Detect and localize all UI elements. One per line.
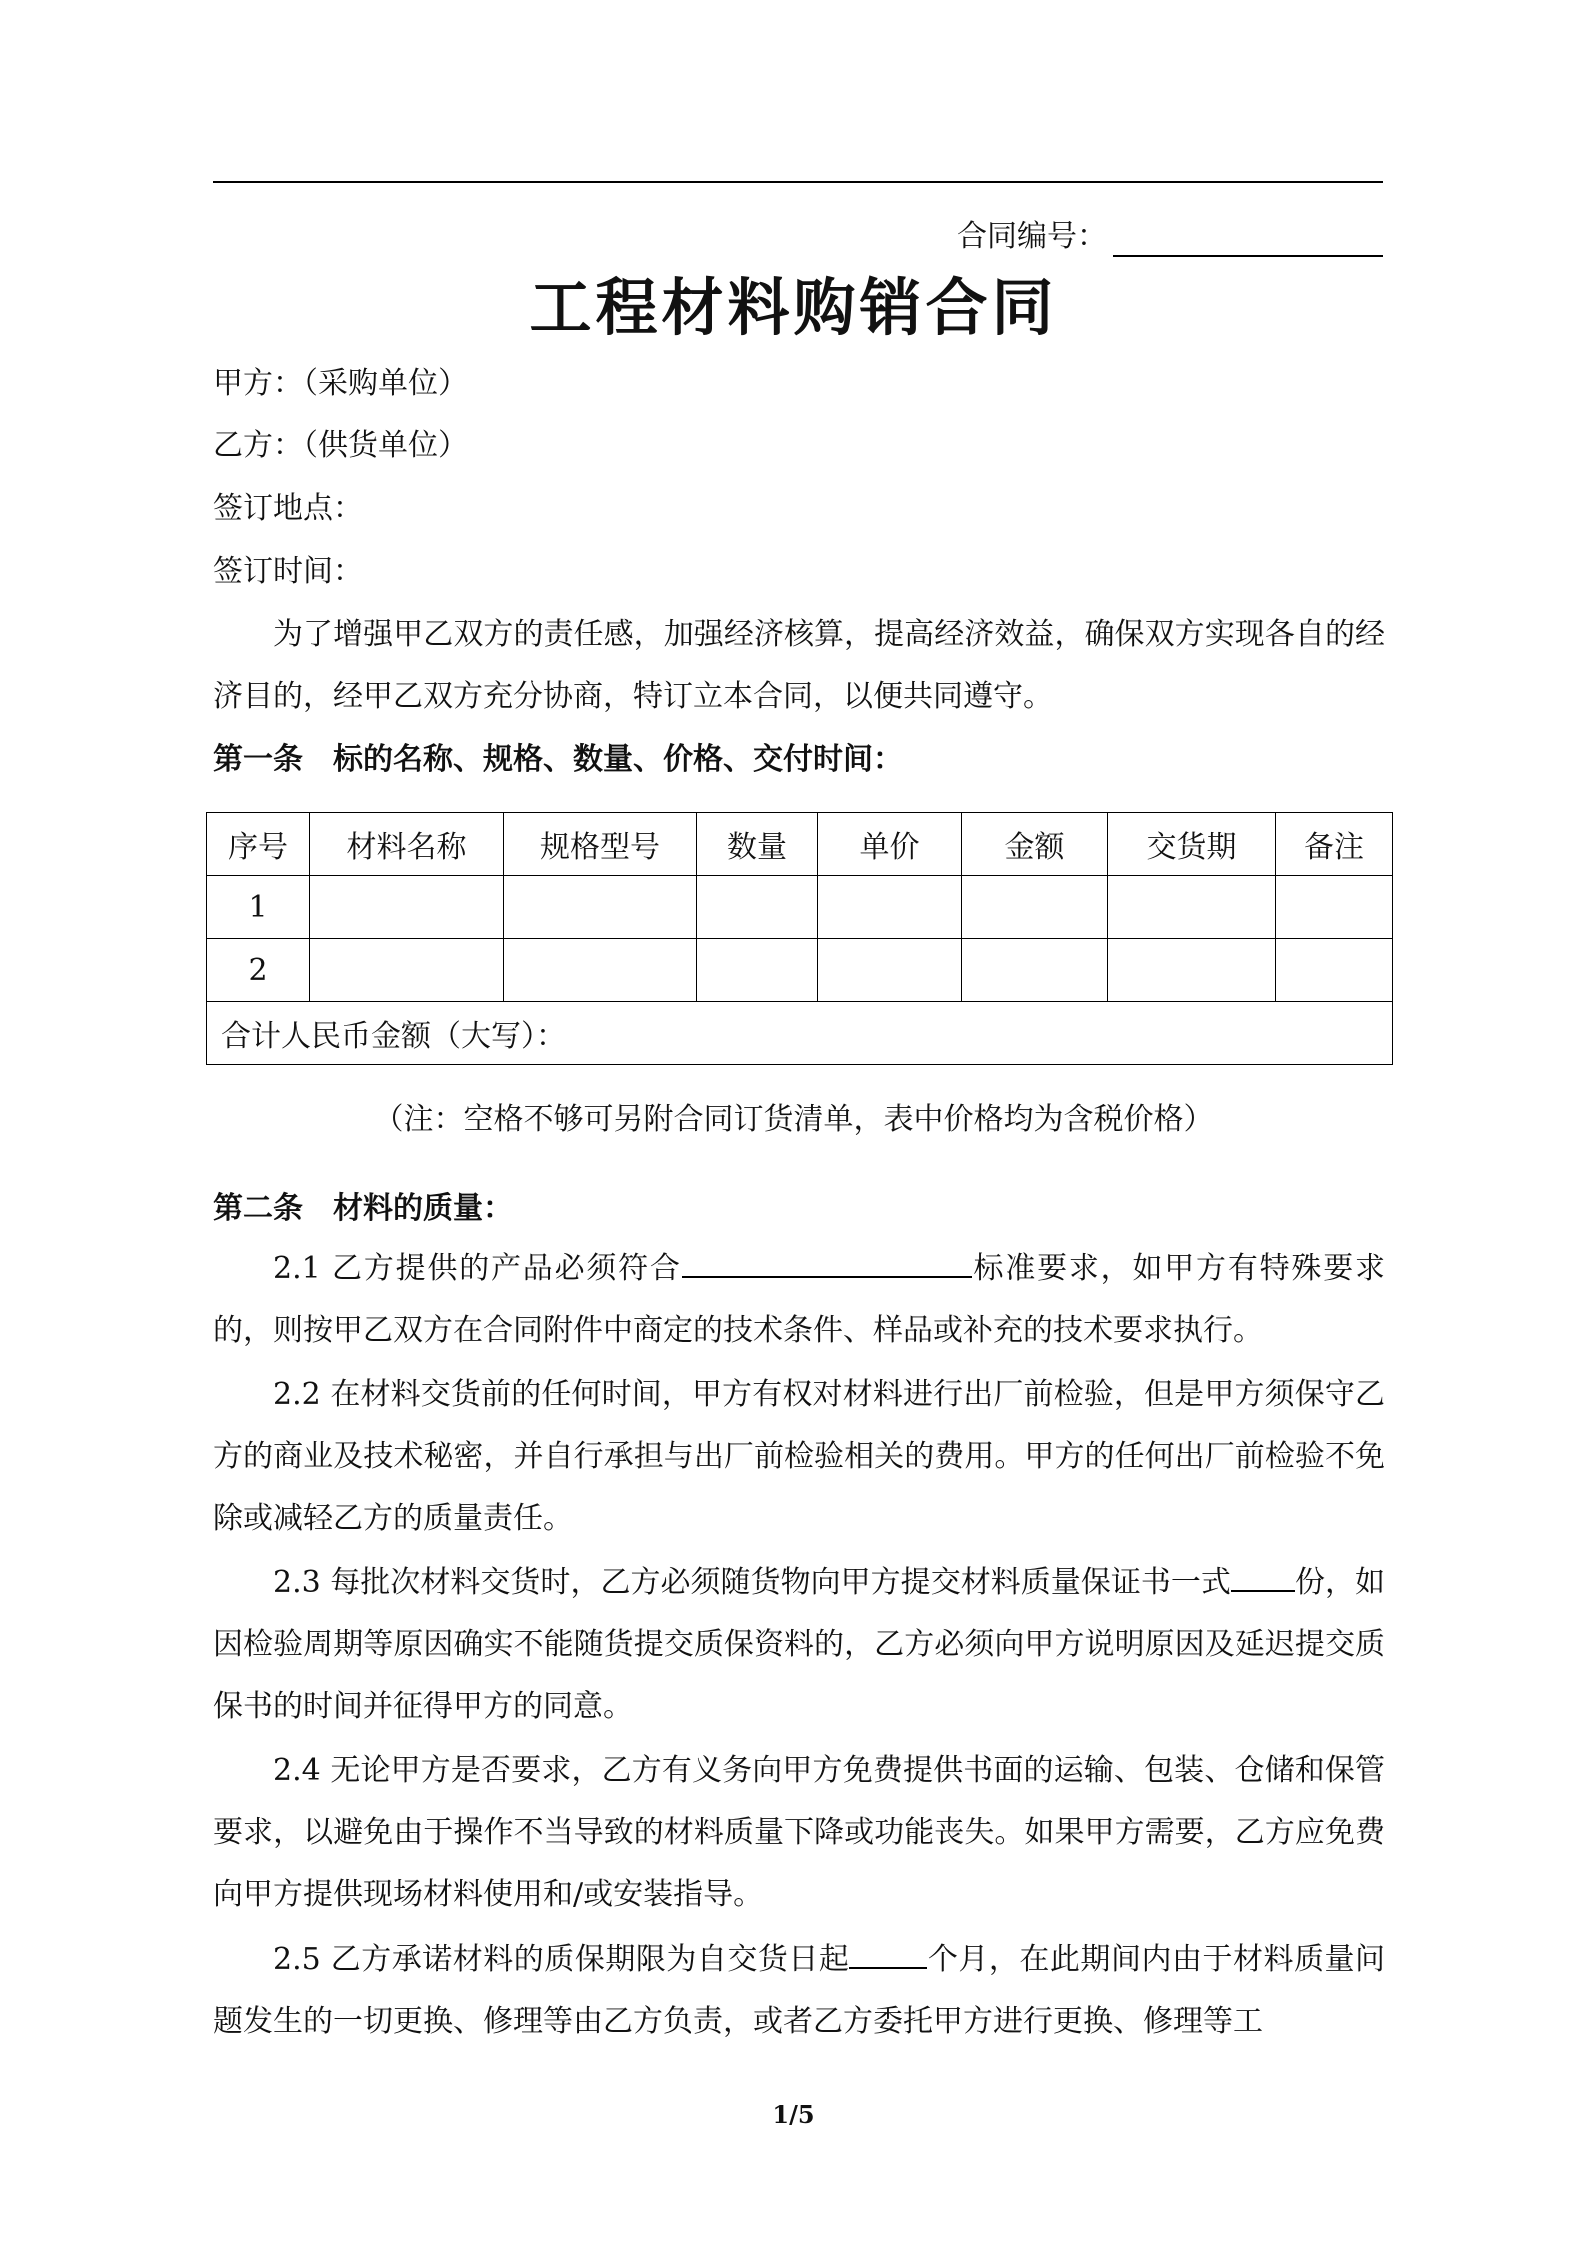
clause-2-1: [213, 1238, 1385, 1362]
clause-2-4: 2.4 无论甲方是否要求，乙方有义务向甲方免费提供书面的运输、包装、仓储和保管要求，以避免由于操作不当导致的材料质量下降或功能丧失。如果甲方需要，乙方应免费向甲方提供现场材料使用和/或安装指导。: [213, 1753, 1385, 1912]
table-header: 序号: [207, 813, 310, 876]
table-cell[interactable]: [310, 939, 504, 1002]
table-cell[interactable]: [310, 876, 504, 939]
table-header: 材料名称: [310, 813, 504, 876]
table-total-cell[interactable]: 合计人民币金额（大写）：: [207, 1002, 1393, 1065]
header-rule: [213, 181, 1383, 183]
party-b-line: 乙方：（供货单位）: [213, 428, 468, 463]
table-cell-index: 2: [207, 939, 310, 1002]
clause-2-3-text-a: 2.3 每批次材料交货时，乙方必须随货物向甲方提交材料质量保证书一式: [273, 1565, 1231, 1600]
table-header: 交货期: [1108, 813, 1276, 876]
table-cell[interactable]: [504, 939, 697, 1002]
article-2-number: 第二条: [213, 1191, 303, 1226]
contract-number-field[interactable]: [1113, 221, 1383, 257]
table-cell[interactable]: [818, 939, 962, 1002]
intro-paragraph: 为了增强甲乙双方的责任感，加强经济核算，提高经济效益，确保双方实现各自的经济目的，经甲乙双方充分协商，特订立本合同，以便共同遵守。: [213, 617, 1385, 714]
article-1-heading: [213, 740, 903, 780]
article-2-heading: [213, 1189, 513, 1229]
article-1-title: 标的名称、规格、数量、价格、交付时间：: [333, 742, 903, 777]
clause-2-5-text-b: 个月，在此期间内由于材料质量问题发生的一切更换、修理等由乙方负责，或者乙方委托甲方进行更换、修理等工: [213, 1942, 1386, 2039]
clause-2-3-text-b: 份，如因检验周期等原因确实不能随货提交质保资料的，乙方必须向甲方说明原因及延迟提交质保书的时间并征得甲方的同意。: [213, 1565, 1386, 1724]
standard-blank[interactable]: [682, 1246, 972, 1278]
table-cell[interactable]: [1108, 876, 1276, 939]
table-header-row: [207, 813, 1393, 876]
table-header: 规格型号: [504, 813, 697, 876]
table-cell[interactable]: [1276, 876, 1393, 939]
party-a-line: 甲方：（采购单位）: [213, 366, 468, 401]
clause-2-1-text-a: 2.1 乙方提供的产品必须符合: [273, 1251, 682, 1286]
goods-table: [206, 812, 1393, 1065]
table-cell[interactable]: [697, 939, 818, 1002]
clause-2-5-text-a: 2.5 乙方承诺材料的质保期限为自交货日起: [273, 1942, 850, 1977]
table-cell[interactable]: [1276, 939, 1393, 1002]
warranty-months-blank[interactable]: [849, 1937, 927, 1969]
table-header: 单价: [818, 813, 962, 876]
copies-blank[interactable]: [1231, 1560, 1295, 1592]
table-total-row: [207, 1002, 1393, 1065]
table-header: 数量: [697, 813, 818, 876]
table-cell-index: 1: [207, 876, 310, 939]
table-cell[interactable]: [962, 876, 1108, 939]
article-1-number: 第一条: [213, 742, 303, 777]
table-header: 金额: [962, 813, 1108, 876]
table-cell[interactable]: [504, 876, 697, 939]
sign-place-line: 签订地点：: [213, 491, 363, 526]
table-cell[interactable]: [1108, 939, 1276, 1002]
table-cell[interactable]: [697, 876, 818, 939]
clause-2-5: [213, 1929, 1385, 2053]
table-row: [207, 939, 1393, 1002]
document-title: 工程材料购销合同: [529, 271, 1058, 344]
contract-number: [957, 217, 1383, 257]
table-row: [207, 876, 1393, 939]
page-number: 1/5: [772, 2100, 815, 2129]
table-note: （注：空格不够可另附合同订货清单，表中价格均为含税价格）: [373, 1102, 1214, 1137]
article-2-title: 材料的质量：: [333, 1191, 513, 1226]
table-cell[interactable]: [962, 939, 1108, 1002]
clause-2-3: [213, 1552, 1385, 1738]
table-cell[interactable]: [818, 876, 962, 939]
clause-2-1-text-b: 标准要求，如甲方有特殊要求的，则按甲乙双方在合同附件中商定的技术条件、样品或补充的技术要求执行。: [213, 1251, 1386, 1348]
sign-time-line: 签订时间：: [213, 554, 363, 589]
contract-number-label: 合同编号：: [957, 219, 1107, 254]
clause-2-2: 2.2 在材料交货前的任何时间，甲方有权对材料进行出厂前检验，但是甲方须保守乙方的商业及技术秘密，并自行承担与出厂前检验相关的费用。甲方的任何出厂前检验不免除或减轻乙方的质量责任。: [213, 1377, 1385, 1536]
table-header: 备注: [1276, 813, 1393, 876]
